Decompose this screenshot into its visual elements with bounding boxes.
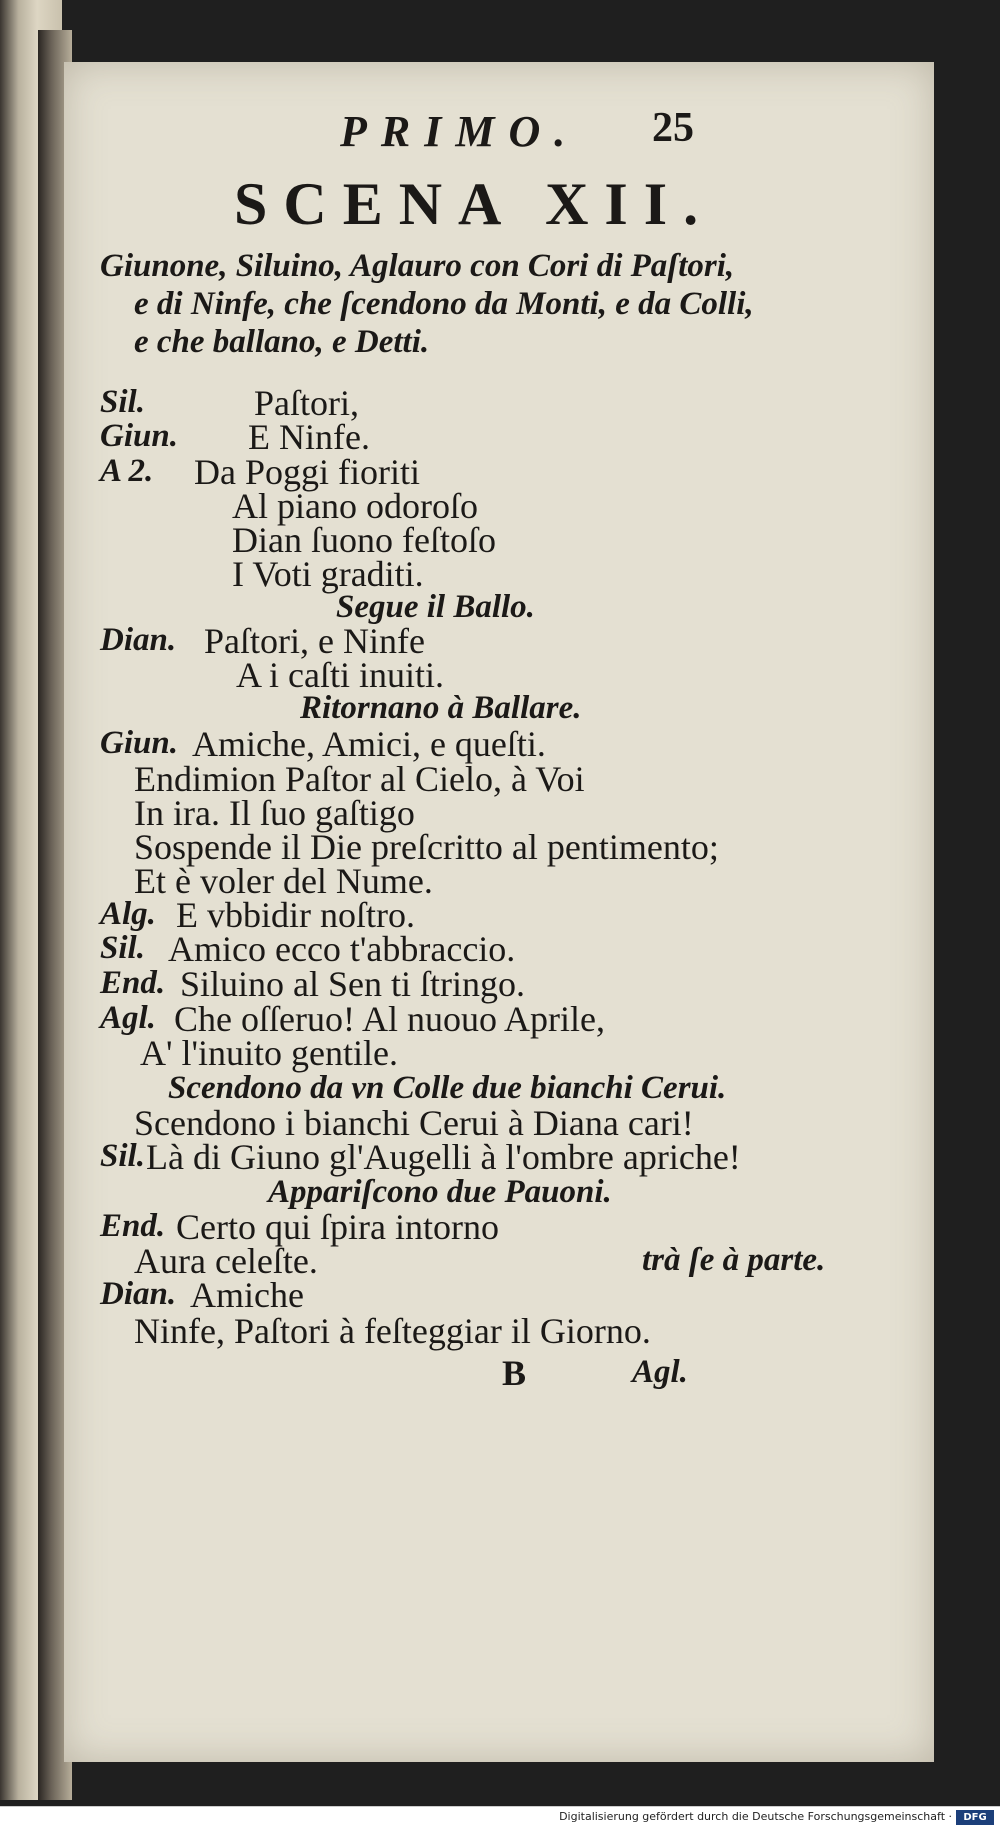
verse-line: Aura celeſte. bbox=[134, 1241, 318, 1281]
verse-line: E Ninfe. bbox=[248, 417, 370, 457]
stage-direction-line: e che ballano, e Detti. bbox=[134, 324, 430, 360]
verse-line: E vbbidir noſtro. bbox=[176, 895, 415, 935]
stage-direction: Ritornano à Ballare. bbox=[300, 690, 582, 726]
credit-text: Digitalisierung gefördert durch die Deutsche Forschungsgemeinschaft · bbox=[559, 1810, 952, 1823]
stage-direction: Scendono da vn Colle due bianchi Cerui. bbox=[168, 1070, 727, 1106]
scene-title: SCENA XII. bbox=[234, 171, 715, 237]
speaker: A 2. bbox=[100, 453, 154, 489]
speaker: Giun. bbox=[100, 725, 178, 761]
verse-line: Al piano odoroſo bbox=[232, 486, 478, 526]
speaker: End. bbox=[100, 1208, 166, 1244]
verse-line: Endimion Paſtor al Cielo, à Voi bbox=[134, 759, 585, 799]
speaker: Sil. bbox=[100, 930, 145, 966]
verse-line: I Voti graditi. bbox=[232, 554, 424, 594]
verse-line: A' l'inuito gentile. bbox=[140, 1033, 398, 1073]
verse-line: A i caſti inuiti. bbox=[236, 655, 444, 695]
verse-line: Che oſſeruo! Al nuouo Aprile, bbox=[174, 999, 605, 1039]
book-page bbox=[64, 62, 934, 1762]
verse-line: Ninfe, Paſtori à feſteggiar il Giorno. bbox=[134, 1311, 651, 1351]
running-title: PRIMO. bbox=[340, 107, 580, 156]
signature-mark: B bbox=[502, 1353, 527, 1393]
verse-line: Amico ecco t'abbraccio. bbox=[168, 929, 516, 969]
page-number: 25 bbox=[652, 105, 694, 151]
speaker: Alg. bbox=[100, 896, 156, 932]
speaker: End. bbox=[100, 965, 166, 1001]
stage-direction-line: Giunone, Siluino, Aglauro con Cori di Paſtori, bbox=[100, 248, 735, 284]
verse-line: Dian ſuono feſtoſo bbox=[232, 520, 496, 560]
speaker: Giun. bbox=[100, 418, 178, 454]
verse-line: Là di Giuno gl'Augelli à l'ombre apriche! bbox=[146, 1137, 741, 1177]
speaker: Sil. bbox=[100, 384, 145, 420]
verse-line: Da Poggi fioriti bbox=[194, 452, 420, 492]
verse-line: Scendono i bianchi Cerui à Diana cari! bbox=[134, 1103, 694, 1143]
catchword: Agl. bbox=[632, 1354, 688, 1390]
stage-direction-line: e di Ninfe, che ſcendono da Monti, e da Colli, bbox=[134, 286, 754, 322]
speaker: Agl. bbox=[100, 1000, 156, 1036]
speaker: Dian. bbox=[100, 1276, 177, 1312]
speaker: Sil. bbox=[100, 1138, 145, 1174]
verse-line: In ira. Il ſuo gaſtigo bbox=[134, 793, 415, 833]
verse-line: Certo qui ſpira intorno bbox=[176, 1207, 499, 1247]
aside-direction: trà ſe à parte. bbox=[642, 1242, 826, 1278]
verse-line: Et è voler del Nume. bbox=[134, 861, 433, 901]
verse-line: Amiche bbox=[190, 1275, 304, 1315]
verse-line: Siluino al Sen ti ſtringo. bbox=[180, 964, 526, 1004]
verse-line: Sospende il Die preſcritto al pentimento; bbox=[134, 827, 719, 867]
credit-bar bbox=[0, 1806, 1000, 1829]
verse-line: Paſtori, bbox=[254, 383, 359, 423]
verse-line: Paſtori, e Ninfe bbox=[204, 621, 425, 661]
dfg-logo: DFG bbox=[956, 1810, 994, 1825]
stage-direction: Appariſcono due Pauoni. bbox=[268, 1174, 612, 1210]
stage-direction: Segue il Ballo. bbox=[336, 589, 535, 625]
speaker: Dian. bbox=[100, 622, 177, 658]
verse-line: Amiche, Amici, e queſti. bbox=[192, 724, 546, 764]
